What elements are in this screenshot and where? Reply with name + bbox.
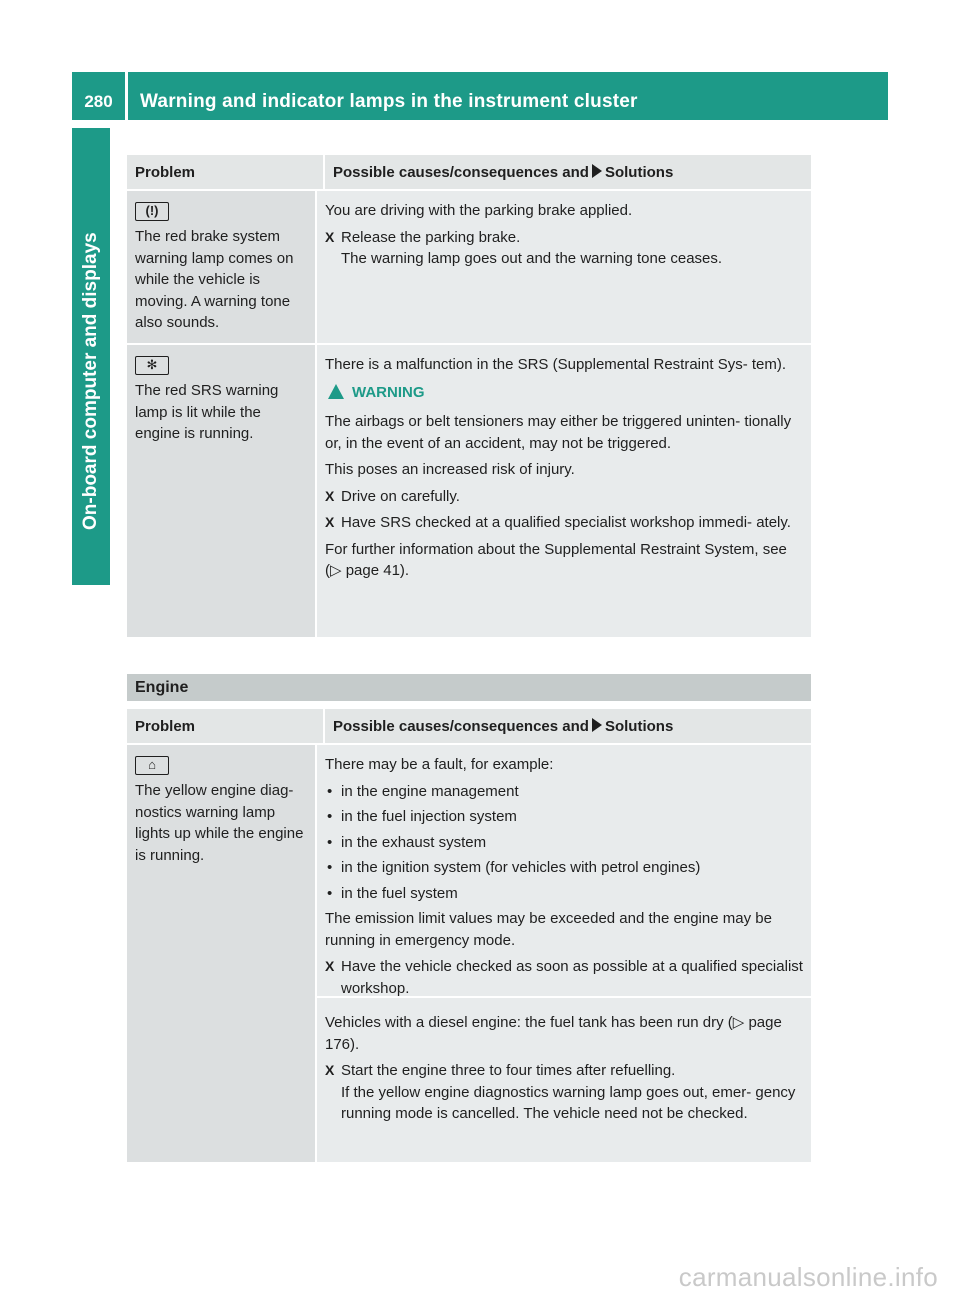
col-causes-label: Possible causes/consequences and (333, 164, 589, 181)
causes-cell (315, 191, 811, 343)
cause-block (317, 996, 811, 1162)
cause-text: There may be a fault, for example: (325, 756, 554, 773)
col-causes (323, 709, 811, 743)
instruction (325, 956, 803, 999)
table-header (127, 709, 811, 745)
page-number-box (72, 72, 125, 120)
instruction-result: The warning lamp goes out and the warning tone ceases. (341, 250, 723, 267)
instruction-x-icon: X (325, 958, 335, 974)
problem-text: The red SRS warning lamp is lit while the engine is running. (135, 382, 279, 442)
instruction-text: Have the vehicle checked as soon as possible at a qualified specialist workshop. (341, 958, 803, 997)
col-problem: Problem (135, 164, 196, 181)
problem-cell (127, 745, 315, 1162)
instruction-text: Release the parking brake. (341, 228, 521, 246)
instruction (325, 512, 803, 534)
list-item: • in the engine management (327, 782, 519, 800)
solution-arrow-icon (592, 718, 602, 732)
col-causes (323, 155, 811, 189)
engine-diagnostics-icon: ⌂ (135, 756, 169, 775)
problem-cell (127, 191, 315, 343)
instruction (325, 486, 803, 508)
brake-srs-table (127, 155, 811, 639)
page-title: Warning and indicator lamps in the instrument cluster (140, 91, 638, 112)
srs-warning-icon: ✻ (135, 356, 169, 375)
causes-cell (315, 745, 811, 1162)
header-bar (128, 72, 888, 120)
further-info-link[interactable]: For further information about the Supplemental Restraint System, see (▷ page 41). (325, 540, 787, 579)
list-item: • in the fuel injection system (327, 808, 517, 825)
instruction-text: Drive on carefully. (341, 487, 460, 505)
side-tab-label: On-board computer and displays (80, 232, 101, 530)
warning-text: This poses an increased risk of injury. (325, 461, 575, 478)
engine-table (127, 709, 811, 1164)
instruction-x-icon: X (325, 487, 335, 504)
table-row (127, 745, 811, 1164)
instruction-result: If the yellow engine diagnostics warning lamp goes out, emer- gency running mode is cancelled. The vehicle need not be checked. (341, 1083, 796, 1122)
causes-cell (315, 345, 811, 637)
table-header (127, 155, 811, 191)
brake-warning-icon: (!) (135, 202, 169, 221)
warning-heading (325, 382, 803, 404)
warning-label: WARNING (352, 383, 425, 401)
instruction-text: Start the engine three to four times after refuelling. (341, 1062, 676, 1079)
section-title: Engine (135, 679, 189, 696)
instruction (325, 1060, 803, 1125)
cause-block (317, 745, 811, 996)
list-item: • in the fuel system (327, 884, 458, 902)
table-row (127, 191, 811, 345)
list-item: • in the ignition system (for vehicles with petrol engines) (327, 859, 701, 876)
cause-text[interactable]: Vehicles with a diesel engine: the fuel tank has been run dry (▷ page 176). (325, 1014, 782, 1053)
instruction (325, 227, 803, 270)
watermark: carmanualsonline.info (678, 1262, 938, 1292)
warning-triangle-icon (328, 384, 344, 399)
col-causes-label: Possible causes/consequences and (333, 718, 589, 735)
cause-text: The emission limit values may be exceeded and the engine may be running in emergency mode. (325, 910, 772, 949)
cause-text: You are driving with the parking brake applied. (325, 202, 633, 219)
table-row (127, 345, 811, 639)
col-solutions-label: Solutions (604, 718, 674, 735)
section-header (127, 674, 811, 701)
list-item: • in the exhaust system (327, 833, 487, 851)
solution-arrow-icon (592, 164, 602, 178)
col-problem: Problem (135, 718, 196, 735)
problem-text: The red brake system warning lamp comes on while the vehicle is moving. A warning tone also sounds. (135, 228, 294, 331)
page-number: 280 (84, 92, 113, 111)
instruction-x-icon: X (325, 514, 335, 530)
problem-text: The yellow engine diag- nostics warning lamp lights up while the engine is running. (135, 782, 304, 864)
problem-cell (127, 345, 315, 637)
cause-text: There is a malfunction in the SRS (Supplemental Restraint Sys- tem). (325, 356, 787, 373)
instruction-x-icon: X (325, 228, 335, 245)
warning-text: The airbags or belt tensioners may either be triggered uninten- tionally or, in the event of an accident, may not be triggered. (325, 413, 792, 452)
col-solutions-label: Solutions (604, 164, 674, 181)
instruction-x-icon: X (325, 1062, 335, 1078)
instruction-text: Have SRS checked at a qualified specialist workshop immedi- ately. (341, 514, 791, 531)
